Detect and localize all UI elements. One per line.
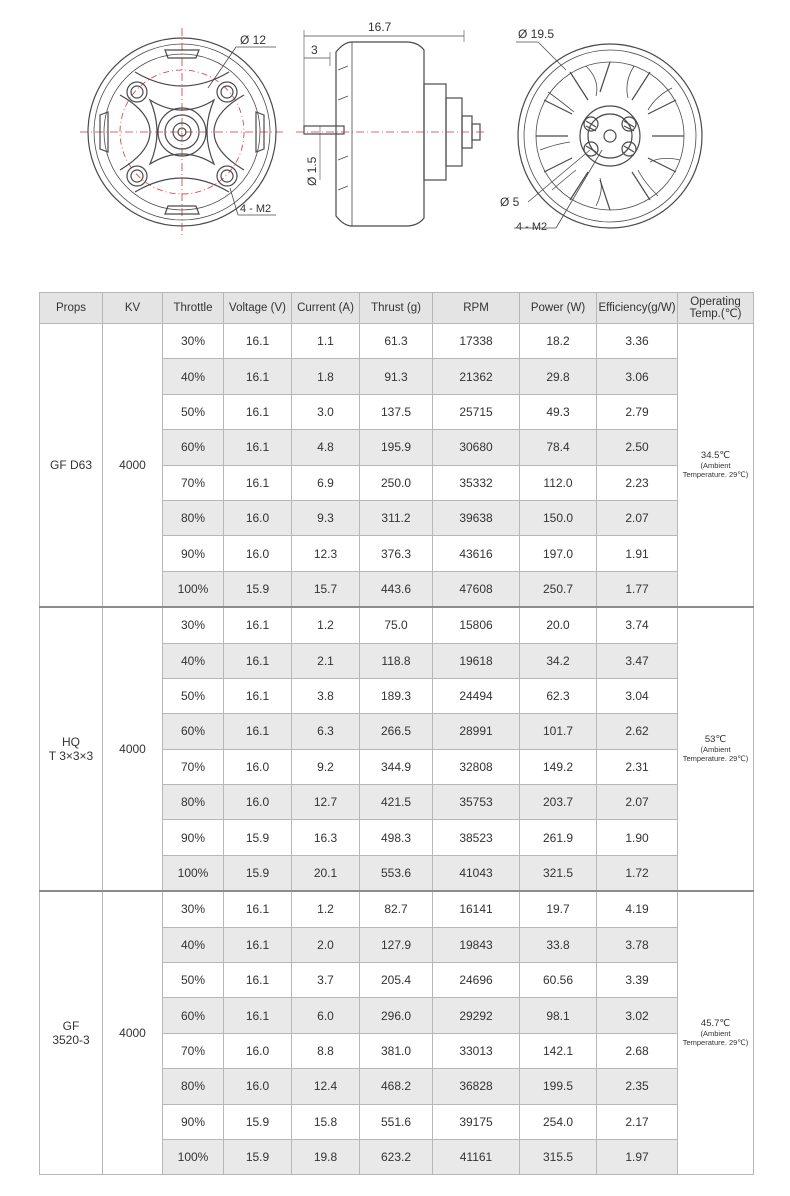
- header-voltage: Voltage (V): [224, 293, 292, 324]
- table-cell: 112.0: [520, 465, 597, 500]
- table-cell: 16.1: [224, 963, 292, 998]
- table-cell: 98.1: [520, 998, 597, 1033]
- header-kv: KV: [103, 293, 163, 324]
- table-cell: 17338: [433, 324, 520, 359]
- prop-name-cell: [40, 607, 103, 891]
- table-cell: 19.7: [520, 891, 597, 927]
- table-cell: 16.1: [224, 714, 292, 749]
- table-cell: 90%: [163, 1104, 224, 1139]
- table-cell: 9.2: [292, 749, 360, 784]
- table-cell: 1.2: [292, 607, 360, 643]
- prop-name-line1: GF: [62, 1019, 80, 1034]
- table-cell: 39638: [433, 500, 520, 535]
- table-cell: 553.6: [360, 855, 433, 891]
- header-power: Power (W): [520, 293, 597, 324]
- table-cell: 1.72: [597, 855, 678, 891]
- table-cell: 9.3: [292, 500, 360, 535]
- table-cell: 498.3: [360, 820, 433, 855]
- table-cell: 3.04: [597, 678, 678, 713]
- table-cell: 70%: [163, 1033, 224, 1068]
- table-cell: 16.1: [224, 465, 292, 500]
- top-inner-label: Ø 5: [500, 195, 520, 209]
- header-props: Props: [40, 293, 103, 324]
- test-data-table: [39, 292, 754, 1175]
- table-cell: 60%: [163, 430, 224, 465]
- table-cell: 254.0: [520, 1104, 597, 1139]
- header-rpm: RPM: [433, 293, 520, 324]
- bottom-diameter-label: Ø 12: [240, 33, 267, 47]
- header-thrust: Thrust (g): [360, 293, 433, 324]
- table-cell: 78.4: [520, 430, 597, 465]
- table-cell: 3.02: [597, 998, 678, 1033]
- table-cell: 16.1: [224, 607, 292, 643]
- table-cell: 91.3: [360, 359, 433, 394]
- table-cell: 250.7: [520, 571, 597, 607]
- motor-drawing: [0, 0, 790, 270]
- table-cell: 16.0: [224, 500, 292, 535]
- table-cell: 205.4: [360, 963, 433, 998]
- table-cell: 29.8: [520, 359, 597, 394]
- table-cell: 2.17: [597, 1104, 678, 1139]
- table-row: [40, 607, 754, 643]
- table-cell: 16.0: [224, 1033, 292, 1068]
- table-cell: 24494: [433, 678, 520, 713]
- table-cell: 47608: [433, 571, 520, 607]
- table-cell: 1.91: [597, 536, 678, 571]
- table-cell: 3.7: [292, 963, 360, 998]
- table-cell: 6.3: [292, 714, 360, 749]
- table-cell: 381.0: [360, 1033, 433, 1068]
- table-body: [40, 324, 754, 1175]
- table-cell: 32808: [433, 749, 520, 784]
- table-cell: 3.78: [597, 927, 678, 962]
- top-view: [514, 42, 702, 228]
- table-cell: 1.90: [597, 820, 678, 855]
- table-cell: 376.3: [360, 536, 433, 571]
- table-cell: 35753: [433, 785, 520, 820]
- table-cell: 16.1: [224, 891, 292, 927]
- table-cell: 468.2: [360, 1069, 433, 1104]
- table-cell: 16.1: [224, 324, 292, 359]
- table-cell: 12.3: [292, 536, 360, 571]
- table-cell: 2.07: [597, 785, 678, 820]
- operating-temp-cell: [678, 607, 754, 891]
- header-current: Current (A): [292, 293, 360, 324]
- ambient-note-line2: Temperature. 29℃): [682, 470, 749, 480]
- table-cell: 20.1: [292, 855, 360, 891]
- table-cell: 61.3: [360, 324, 433, 359]
- table-cell: 90%: [163, 536, 224, 571]
- table-cell: 1.77: [597, 571, 678, 607]
- operating-temp-value: 53℃: [704, 734, 727, 746]
- table-cell: 1.97: [597, 1139, 678, 1174]
- table-cell: 6.0: [292, 998, 360, 1033]
- table-cell: 70%: [163, 749, 224, 784]
- table-cell: 3.36: [597, 324, 678, 359]
- table-cell: 90%: [163, 820, 224, 855]
- table-cell: 16.0: [224, 785, 292, 820]
- table-cell: 2.07: [597, 500, 678, 535]
- table-cell: 82.7: [360, 891, 433, 927]
- header-temp-line1: Operating: [690, 296, 741, 308]
- table-cell: 3.39: [597, 963, 678, 998]
- table-cell: 149.2: [520, 749, 597, 784]
- table-cell: 195.9: [360, 430, 433, 465]
- top-mount-label: 4 - M2: [516, 221, 548, 233]
- table-cell: 50%: [163, 394, 224, 429]
- table-cell: 41043: [433, 855, 520, 891]
- table-cell: 100%: [163, 855, 224, 891]
- side-offset-label: 3: [311, 43, 318, 57]
- table-cell: 15.9: [224, 571, 292, 607]
- table-cell: 70%: [163, 465, 224, 500]
- table-cell: 16.1: [224, 998, 292, 1033]
- side-view: [296, 30, 486, 226]
- table-cell: 20.0: [520, 607, 597, 643]
- table-cell: 100%: [163, 1139, 224, 1174]
- table-cell: 2.50: [597, 430, 678, 465]
- table-cell: 60.56: [520, 963, 597, 998]
- table-cell: 16.0: [224, 749, 292, 784]
- table-cell: 15.9: [224, 855, 292, 891]
- ambient-note-line2: Temperature. 29℃): [682, 1038, 749, 1048]
- table-cell: 41161: [433, 1139, 520, 1174]
- header-efficiency: Efficiency(g/W): [597, 293, 678, 324]
- table-cell: 16.1: [224, 643, 292, 678]
- table-cell: 29292: [433, 998, 520, 1033]
- table-cell: 40%: [163, 359, 224, 394]
- table-cell: 443.6: [360, 571, 433, 607]
- table-cell: 2.62: [597, 714, 678, 749]
- table-cell: 3.74: [597, 607, 678, 643]
- prop-name-line1: GF D63: [49, 458, 92, 473]
- table-cell: 15.9: [224, 1139, 292, 1174]
- table-cell: 40%: [163, 927, 224, 962]
- table-cell: 16.1: [224, 359, 292, 394]
- table-cell: 250.0: [360, 465, 433, 500]
- table-cell: 142.1: [520, 1033, 597, 1068]
- table-cell: 261.9: [520, 820, 597, 855]
- bottom-mount-label: 4 - M2: [240, 203, 272, 215]
- prop-name-cell: [40, 891, 103, 1175]
- table-cell: 551.6: [360, 1104, 433, 1139]
- table-cell: 4.19: [597, 891, 678, 927]
- ambient-note-line1: (Ambient: [700, 461, 731, 471]
- prop-name-line1: HQ: [62, 735, 80, 750]
- table-cell: 15.8: [292, 1104, 360, 1139]
- table-cell: 197.0: [520, 536, 597, 571]
- prop-name-cell: [40, 324, 103, 608]
- table-cell: 25715: [433, 394, 520, 429]
- table-cell: 118.8: [360, 643, 433, 678]
- table-cell: 49.3: [520, 394, 597, 429]
- table-cell: 203.7: [520, 785, 597, 820]
- table-cell: 18.2: [520, 324, 597, 359]
- table-cell: 344.9: [360, 749, 433, 784]
- table-cell: 16.1: [224, 927, 292, 962]
- table-cell: 421.5: [360, 785, 433, 820]
- table-cell: 3.8: [292, 678, 360, 713]
- table-cell: 34.2: [520, 643, 597, 678]
- table-cell: 15.7: [292, 571, 360, 607]
- table-cell: 2.79: [597, 394, 678, 429]
- table-cell: 36828: [433, 1069, 520, 1104]
- table-cell: 60%: [163, 998, 224, 1033]
- table-cell: 6.9: [292, 465, 360, 500]
- table-cell: 19618: [433, 643, 520, 678]
- operating-temp-value: 45.7℃: [700, 1018, 731, 1030]
- table-cell: 30%: [163, 324, 224, 359]
- table-cell: 1.1: [292, 324, 360, 359]
- table-cell: 43616: [433, 536, 520, 571]
- prop-name-line2: T 3×3×3: [48, 749, 94, 764]
- table-cell: 16141: [433, 891, 520, 927]
- table-cell: 50%: [163, 678, 224, 713]
- header-throttle: Throttle: [163, 293, 224, 324]
- table-cell: 28991: [433, 714, 520, 749]
- prop-name-line2: 3520-3: [52, 1033, 90, 1048]
- table-cell: 16.1: [224, 678, 292, 713]
- table-header-row: [40, 293, 754, 324]
- table-cell: 100%: [163, 571, 224, 607]
- table-cell: 623.2: [360, 1139, 433, 1174]
- table-cell: 3.47: [597, 643, 678, 678]
- ambient-note-line2: Temperature. 29℃): [682, 754, 749, 764]
- table-row: [40, 891, 754, 927]
- table-cell: 16.0: [224, 1069, 292, 1104]
- table-cell: 30%: [163, 607, 224, 643]
- table-cell: 80%: [163, 500, 224, 535]
- table-cell: 137.5: [360, 394, 433, 429]
- side-shaft-label: Ø 1.5: [305, 156, 319, 186]
- table-cell: 296.0: [360, 998, 433, 1033]
- test-data-table-wrap: [39, 292, 753, 1175]
- top-diameter-label: Ø 19.5: [518, 27, 555, 41]
- ambient-note-line1: (Ambient: [700, 745, 731, 755]
- table-cell: 16.1: [224, 430, 292, 465]
- table-cell: 62.3: [520, 678, 597, 713]
- table-cell: 1.2: [292, 891, 360, 927]
- table-cell: 127.9: [360, 927, 433, 962]
- table-cell: 150.0: [520, 500, 597, 535]
- table-cell: 15.9: [224, 1104, 292, 1139]
- table-cell: 60%: [163, 714, 224, 749]
- table-cell: 19843: [433, 927, 520, 962]
- table-cell: 12.7: [292, 785, 360, 820]
- table-cell: 2.35: [597, 1069, 678, 1104]
- table-cell: 30680: [433, 430, 520, 465]
- table-cell: 3.0: [292, 394, 360, 429]
- side-length-label: 16.7: [368, 20, 392, 34]
- table-cell: 2.68: [597, 1033, 678, 1068]
- table-cell: 38523: [433, 820, 520, 855]
- table-cell: 199.5: [520, 1069, 597, 1104]
- table-cell: 2.23: [597, 465, 678, 500]
- table-cell: 15.9: [224, 820, 292, 855]
- table-cell: 189.3: [360, 678, 433, 713]
- table-cell: 30%: [163, 891, 224, 927]
- header-temp-line2: Temp.(℃): [689, 308, 742, 320]
- table-cell: 16.1: [224, 394, 292, 429]
- table-cell: 35332: [433, 465, 520, 500]
- table-cell: 2.0: [292, 927, 360, 962]
- table-cell: 101.7: [520, 714, 597, 749]
- table-cell: 33.8: [520, 927, 597, 962]
- table-cell: 311.2: [360, 500, 433, 535]
- ambient-note-line1: (Ambient: [700, 1029, 731, 1039]
- table-cell: 33013: [433, 1033, 520, 1068]
- table-row: [40, 324, 754, 359]
- table-cell: 4.8: [292, 430, 360, 465]
- header-temp: [678, 293, 754, 324]
- table-cell: 50%: [163, 963, 224, 998]
- kv-cell: 4000: [103, 607, 163, 891]
- table-cell: 16.3: [292, 820, 360, 855]
- table-cell: 75.0: [360, 607, 433, 643]
- table-cell: 12.4: [292, 1069, 360, 1104]
- table-cell: 315.5: [520, 1139, 597, 1174]
- table-cell: 40%: [163, 643, 224, 678]
- table-cell: 2.1: [292, 643, 360, 678]
- table-cell: 1.8: [292, 359, 360, 394]
- operating-temp-cell: [678, 324, 754, 608]
- table-cell: 15806: [433, 607, 520, 643]
- table-cell: 3.06: [597, 359, 678, 394]
- table-cell: 19.8: [292, 1139, 360, 1174]
- table-cell: 21362: [433, 359, 520, 394]
- table-cell: 80%: [163, 785, 224, 820]
- table-cell: 321.5: [520, 855, 597, 891]
- table-cell: 2.31: [597, 749, 678, 784]
- table-cell: 16.0: [224, 536, 292, 571]
- operating-temp-value: 34.5℃: [700, 450, 731, 462]
- kv-cell: 4000: [103, 324, 163, 608]
- table-cell: 266.5: [360, 714, 433, 749]
- kv-cell: 4000: [103, 891, 163, 1175]
- table-cell: 80%: [163, 1069, 224, 1104]
- table-cell: 8.8: [292, 1033, 360, 1068]
- table-cell: 39175: [433, 1104, 520, 1139]
- table-cell: 24696: [433, 963, 520, 998]
- operating-temp-cell: [678, 891, 754, 1175]
